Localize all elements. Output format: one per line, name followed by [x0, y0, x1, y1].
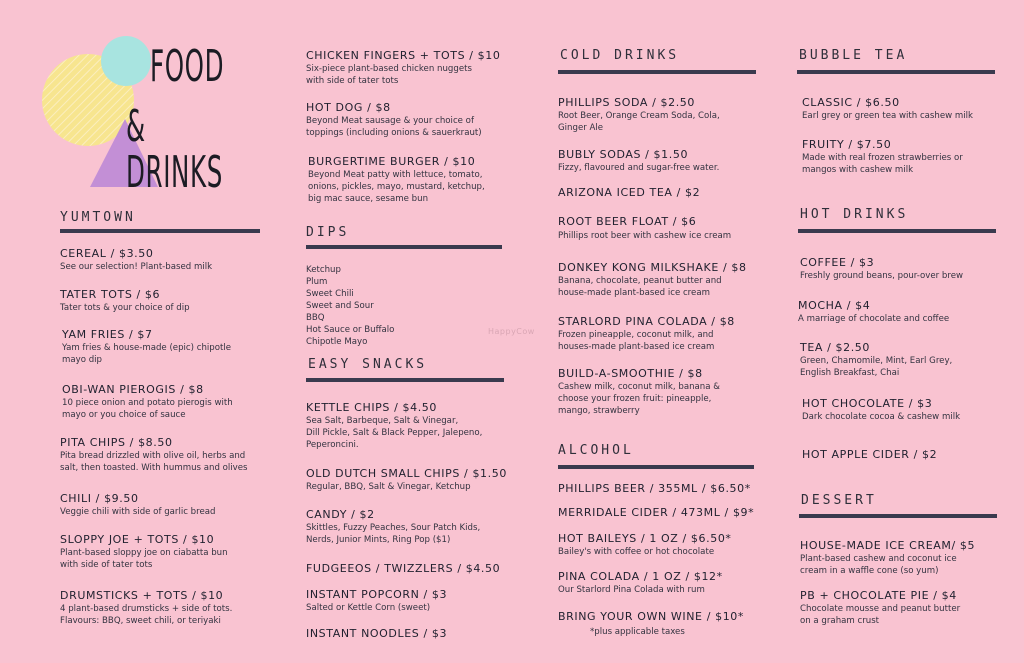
- menu-item-title: PHILLIPS BEER / 355ML / $6.50*: [558, 482, 751, 495]
- menu-item-desc: Freshly ground beans, pour-over brew: [800, 271, 964, 281]
- dips-list: Ketchup Plum Sweet Chili Sweet and Sour BBQ Hot Sauce or Buffalo Chipotle Mayo: [306, 265, 395, 347]
- menu-item-title: CANDY / $2: [306, 508, 375, 521]
- menu-item-title: OBI-WAN PIEROGIS / $8: [62, 383, 204, 396]
- menu-item-title: FRUITY / $7.50: [802, 138, 892, 151]
- menu-item-title: ARIZONA ICED TEA / $2: [558, 186, 701, 199]
- menu-item-desc: Plant-based cashew and coconut ice cream in a waffle cone (so yum): [800, 554, 957, 576]
- section-divider: [797, 70, 995, 74]
- menu-item-desc: Dark chocolate cocoa & cashew milk: [802, 412, 961, 422]
- logo-title-line2: & DRINKS: [126, 101, 223, 198]
- menu-item-desc: Tater tots & your choice of dip: [60, 303, 190, 313]
- menu-item-title: DONKEY KONG MILKSHAKE / $8: [558, 261, 747, 274]
- menu-item-title: SLOPPY JOE + TOTS / $10: [60, 533, 215, 546]
- menu-item-title: INSTANT NOODLES / $3: [306, 627, 448, 640]
- menu-item-desc: 4 plant-based drumsticks + side of tots. Flavours: BBQ, sweet chili, or teriyaki: [60, 604, 233, 626]
- section-title-alcohol: ALCOHOL: [558, 443, 634, 458]
- menu-item-desc: Green, Chamomile, Mint, Earl Grey, English Breakfast, Chai: [800, 356, 953, 378]
- logo: [40, 34, 260, 198]
- section-title-yumtown: YUMTOWN: [60, 210, 136, 225]
- menu-item-title: ROOT BEER FLOAT / $6: [558, 215, 697, 228]
- menu-item-desc: Made with real frozen strawberries or mangos with cashew milk: [802, 153, 963, 175]
- section-title-bubble-tea: BUBBLE TEA: [799, 48, 908, 63]
- menu-item-title: TEA / $2.50: [800, 341, 870, 354]
- menu-item-title: CHILI / $9.50: [60, 492, 139, 505]
- menu-item-desc: Our Starlord Pina Colada with rum: [558, 585, 705, 595]
- menu-item-title: BUBLY SODAS / $1.50: [558, 148, 689, 161]
- tax-note: *plus applicable taxes: [590, 627, 685, 637]
- menu-item-desc: Banana, chocolate, peanut butter and house-made plant-based ice cream: [558, 276, 722, 298]
- menu-item-title: INSTANT POPCORN / $3: [306, 588, 448, 601]
- menu-item-title: PHILLIPS SODA / $2.50: [558, 96, 695, 109]
- section-title-cold-drinks: COLD DRINKS: [560, 48, 680, 63]
- section-divider: [799, 514, 997, 518]
- section-divider: [558, 70, 756, 74]
- menu-item-title: STARLORD PINA COLADA / $8: [558, 315, 735, 328]
- menu-item-desc: Skittles, Fuzzy Peaches, Sour Patch Kids, Nerds, Junior Mints, Ring Pop ($1): [306, 523, 481, 545]
- section-title-easy-snacks: EASY SNACKS: [308, 357, 428, 372]
- menu-item-desc: Beyond Meat patty with lettuce, tomato, onions, pickles, mayo, mustard, ketchup, big mac sauce, sesame bun: [308, 170, 485, 204]
- menu-item-desc: Beyond Meat sausage & your choice of toppings (including onions & sauerkraut): [306, 116, 482, 138]
- menu-item-title: BUILD-A-SMOOTHIE / $8: [558, 367, 703, 380]
- menu-item-desc: Chocolate mousse and peanut butter on a graham crust: [800, 604, 961, 626]
- menu-item-title: CHICKEN FINGERS + TOTS / $10: [306, 49, 501, 62]
- section-title-dessert: DESSERT: [801, 493, 877, 508]
- menu-item-desc: Veggie chili with side of garlic bread: [60, 507, 216, 517]
- menu-item-title: HOT DOG / $8: [306, 101, 391, 114]
- menu-item-desc: Regular, BBQ, Salt & Vinegar, Ketchup: [306, 482, 471, 492]
- menu-item-desc: Earl grey or green tea with cashew milk: [802, 111, 974, 121]
- menu-item-desc: Pita bread drizzled with olive oil, herbs and salt, then toasted. With hummus and olives: [60, 451, 248, 473]
- menu-item-desc: A marriage of chocolate and coffee: [798, 314, 950, 324]
- watermark: HappyCow: [488, 327, 535, 336]
- menu-item-desc: Phillips root beer with cashew ice cream: [558, 231, 732, 241]
- menu-item-title: CEREAL / $3.50: [60, 247, 154, 260]
- section-divider: [306, 378, 504, 382]
- menu-item-desc: Frozen pineapple, coconut milk, and houses-made plant-based ice cream: [558, 330, 715, 352]
- section-title-dips: DIPS: [306, 225, 350, 240]
- menu-item-title: HOT CHOCOLATE / $3: [802, 397, 933, 410]
- menu-item-title: OLD DUTCH SMALL CHIPS / $1.50: [306, 467, 507, 480]
- logo-title-line1: FOOD: [150, 41, 225, 92]
- menu-item-title: CLASSIC / $6.50: [802, 96, 900, 109]
- menu-item-desc: Plant-based sloppy joe on ciabatta bun with side of tater tots: [60, 548, 228, 570]
- menu-item-desc: Bailey's with coffee or hot chocolate: [558, 547, 715, 557]
- menu-item-title: MERRIDALE CIDER / 473ML / $9*: [558, 506, 755, 519]
- menu-item-title: FUDGEEOS / TWIZZLERS / $4.50: [306, 562, 501, 575]
- menu-item-title: HOT BAILEYS / 1 OZ / $6.50*: [558, 532, 732, 545]
- section-divider: [558, 465, 754, 469]
- menu-item-title: PITA CHIPS / $8.50: [60, 436, 173, 449]
- menu-item-desc: Root Beer, Orange Cream Soda, Cola, Ginger Ale: [558, 111, 720, 133]
- menu-item-title: PB + CHOCOLATE PIE / $4: [800, 589, 957, 602]
- menu-item-title: PINA COLADA / 1 OZ / $12*: [558, 570, 723, 583]
- section-divider: [306, 245, 502, 249]
- menu-item-desc: Cashew milk, coconut milk, banana & choose your frozen fruit: pineapple, mango, strawberry: [558, 382, 720, 416]
- menu-item-desc: Salted or Kettle Corn (sweet): [306, 603, 431, 613]
- menu-item-desc: Fizzy, flavoured and sugar-free water.: [558, 163, 720, 173]
- menu-item-desc: See our selection! Plant-based milk: [60, 262, 213, 272]
- menu-item-title: YAM FRIES / $7: [62, 328, 153, 341]
- menu-item-title: DRUMSTICKS + TOTS / $10: [60, 589, 224, 602]
- menu-item-title: BURGERTIME BURGER / $10: [308, 155, 476, 168]
- menu-item-title: HOUSE-MADE ICE CREAM/ $5: [800, 539, 976, 552]
- menu-item-desc: Six-piece plant-based chicken nuggets with side of tater tots: [306, 64, 472, 86]
- section-title-hot-drinks: HOT DRINKS: [800, 207, 909, 222]
- menu-item-title: COFFEE / $3: [800, 256, 875, 269]
- menu-item-desc: Yam fries & house-made (epic) chipotle mayo dip: [62, 343, 232, 365]
- section-divider: [798, 229, 996, 233]
- menu-item-title: TATER TOTS / $6: [60, 288, 161, 301]
- menu-item-title: BRING YOUR OWN WINE / $10*: [558, 610, 745, 623]
- menu-item-desc: 10 piece onion and potato pierogis with mayo or you choice of sauce: [62, 398, 233, 420]
- menu-item-desc: Sea Salt, Barbeque, Salt & Vinegar, Dill Pickle, Salt & Black Pepper, Jalepeno, Peperoncini.: [306, 416, 483, 450]
- menu-item-title: HOT APPLE CIDER / $2: [802, 448, 938, 461]
- menu-item-title: MOCHA / $4: [798, 299, 871, 312]
- menu-item-title: KETTLE CHIPS / $4.50: [306, 401, 437, 414]
- section-divider: [60, 229, 260, 233]
